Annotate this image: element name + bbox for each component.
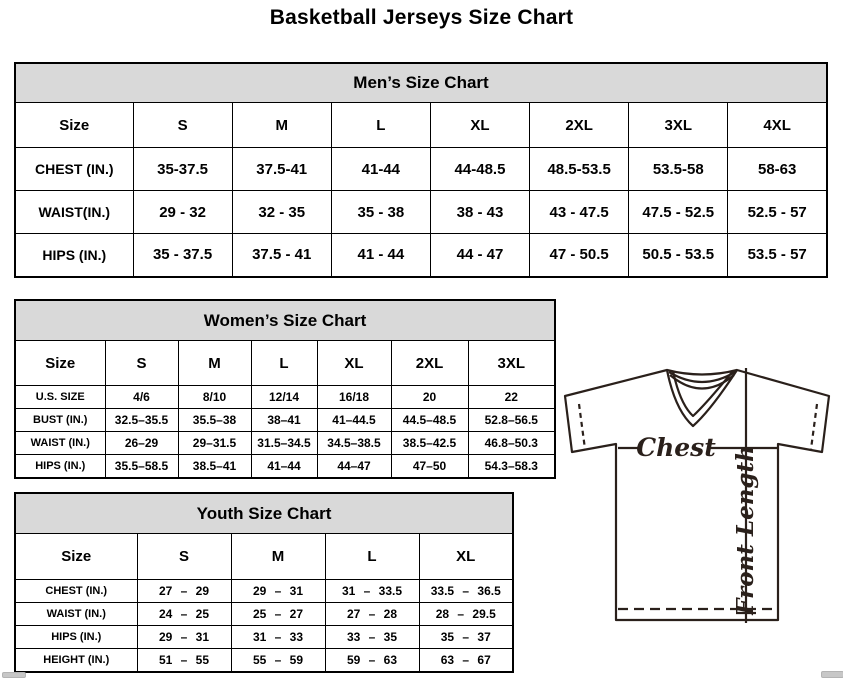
size-cell: 44 - 47 <box>430 234 529 277</box>
size-cell: 29 - 32 <box>133 191 232 234</box>
table-row <box>15 455 555 478</box>
size-cell: 29 – 31 <box>137 626 231 649</box>
size-cell: 41–44 <box>251 455 317 478</box>
row-label: HEIGHT (IN.) <box>15 649 137 672</box>
womens-col-header: XL <box>317 341 391 386</box>
size-cell: 26–29 <box>105 432 178 455</box>
size-cell: 32.5–35.5 <box>105 409 178 432</box>
size-cell: 46.8–50.3 <box>468 432 555 455</box>
table-row <box>15 580 513 603</box>
size-cell: 38.5–41 <box>178 455 251 478</box>
size-cell: 44-48.5 <box>430 148 529 191</box>
row-label: CHEST (IN.) <box>15 148 133 191</box>
mens-col-header: Size <box>15 103 133 148</box>
size-cell: 47–50 <box>391 455 468 478</box>
table-row <box>15 409 555 432</box>
size-cell: 12/14 <box>251 386 317 409</box>
size-cell: 22 <box>468 386 555 409</box>
mens-col-header: M <box>232 103 331 148</box>
size-cell: 44–47 <box>317 455 391 478</box>
table-row <box>15 603 513 626</box>
table-row <box>15 432 555 455</box>
size-cell: 35 - 38 <box>331 191 430 234</box>
size-cell: 41–44.5 <box>317 409 391 432</box>
size-cell: 59 – 63 <box>325 649 419 672</box>
size-cell: 52.5 - 57 <box>728 191 827 234</box>
size-cell: 27 – 28 <box>325 603 419 626</box>
size-cell: 32 - 35 <box>232 191 331 234</box>
size-cell: 43 - 47.5 <box>530 191 629 234</box>
page-title: Basketball Jerseys Size Chart <box>269 6 574 29</box>
womens-col-header: 2XL <box>391 341 468 386</box>
size-cell: 53.5 - 57 <box>728 234 827 277</box>
size-cell: 50.5 - 53.5 <box>629 234 728 277</box>
row-label: WAIST (IN.) <box>15 432 105 455</box>
size-cell: 47 - 50.5 <box>530 234 629 277</box>
table-row <box>15 386 555 409</box>
womens-size-table <box>14 299 556 479</box>
size-cell: 48.5-53.5 <box>530 148 629 191</box>
size-cell: 41-44 <box>331 148 430 191</box>
mens-col-header: S <box>133 103 232 148</box>
youth-col-header: S <box>137 534 231 580</box>
scrollbar-fragment-left[interactable] <box>2 672 26 678</box>
row-label: BUST (IN.) <box>15 409 105 432</box>
womens-col-header: M <box>178 341 251 386</box>
size-cell: 35.5–38 <box>178 409 251 432</box>
row-label: HIPS (IN.) <box>15 626 137 649</box>
size-cell: 58-63 <box>728 148 827 191</box>
womens-col-header: 3XL <box>468 341 555 386</box>
size-cell: 29–31.5 <box>178 432 251 455</box>
size-cell: 27 – 29 <box>137 580 231 603</box>
youth-col-header: Size <box>15 534 137 580</box>
mens-table-title: Men’s Size Chart <box>15 63 827 103</box>
size-cell: 16/18 <box>317 386 391 409</box>
scrollbar-fragment-right[interactable] <box>821 671 843 678</box>
size-cell: 53.5-58 <box>629 148 728 191</box>
row-label: U.S. SIZE <box>15 386 105 409</box>
table-row <box>15 191 827 234</box>
row-label: CHEST (IN.) <box>15 580 137 603</box>
mens-col-header: 3XL <box>629 103 728 148</box>
size-cell: 38–41 <box>251 409 317 432</box>
youth-col-header: XL <box>419 534 513 580</box>
mens-col-header: 2XL <box>530 103 629 148</box>
size-cell: 47.5 - 52.5 <box>629 191 728 234</box>
size-cell: 52.8–56.5 <box>468 409 555 432</box>
size-cell: 51 – 55 <box>137 649 231 672</box>
womens-col-header: S <box>105 341 178 386</box>
size-cell: 4/6 <box>105 386 178 409</box>
size-cell: 29 – 31 <box>231 580 325 603</box>
size-cell: 31 – 33.5 <box>325 580 419 603</box>
womens-table-title: Women’s Size Chart <box>15 300 555 341</box>
mens-size-table <box>14 62 828 278</box>
size-cell: 25 – 27 <box>231 603 325 626</box>
size-cell: 41 - 44 <box>331 234 430 277</box>
table-row <box>15 649 513 672</box>
youth-size-table <box>14 492 514 673</box>
size-cell: 33 – 35 <box>325 626 419 649</box>
size-cell: 31 – 33 <box>231 626 325 649</box>
size-cell: 38 - 43 <box>430 191 529 234</box>
youth-table-title: Youth Size Chart <box>15 493 513 534</box>
mens-col-header: 4XL <box>728 103 827 148</box>
size-cell: 20 <box>391 386 468 409</box>
size-cell: 38.5–42.5 <box>391 432 468 455</box>
size-cell: 31.5–34.5 <box>251 432 317 455</box>
size-cell: 55 – 59 <box>231 649 325 672</box>
row-label: HIPS (IN.) <box>15 455 105 478</box>
row-label: HIPS (IN.) <box>15 234 133 277</box>
mens-table-title-row <box>15 63 827 103</box>
size-cell: 33.5 – 36.5 <box>419 580 513 603</box>
size-cell: 44.5–48.5 <box>391 409 468 432</box>
size-cell: 54.3–58.3 <box>468 455 555 478</box>
size-cell: 35-37.5 <box>133 148 232 191</box>
size-cell: 35 - 37.5 <box>133 234 232 277</box>
row-label: WAIST(IN.) <box>15 191 133 234</box>
mens-column-header-row <box>15 103 827 148</box>
womens-col-header: Size <box>15 341 105 386</box>
mens-col-header: XL <box>430 103 529 148</box>
table-row <box>15 626 513 649</box>
table-row <box>15 148 827 191</box>
youth-col-header: M <box>231 534 325 580</box>
size-cell: 28 – 29.5 <box>419 603 513 626</box>
right-cuff-dashed-line <box>811 404 817 449</box>
front-length-label: Front Length <box>732 445 759 615</box>
mens-col-header: L <box>331 103 430 148</box>
row-label: WAIST (IN.) <box>15 603 137 626</box>
size-cell: 37.5-41 <box>232 148 331 191</box>
womens-table-title-row <box>15 300 555 341</box>
womens-column-header-row <box>15 341 555 386</box>
womens-col-header: L <box>251 341 317 386</box>
youth-column-header-row <box>15 534 513 580</box>
size-cell: 8/10 <box>178 386 251 409</box>
size-cell: 63 – 67 <box>419 649 513 672</box>
youth-table-title-row <box>15 493 513 534</box>
size-cell: 34.5–38.5 <box>317 432 391 455</box>
jersey-outline-shape <box>565 370 829 620</box>
youth-col-header: L <box>325 534 419 580</box>
size-cell: 35.5–58.5 <box>105 455 178 478</box>
size-cell: 24 – 25 <box>137 603 231 626</box>
jersey-measurement-diagram <box>552 352 843 637</box>
chest-label: Chest <box>636 433 716 462</box>
left-cuff-dashed-line <box>579 404 585 449</box>
size-cell: 35 – 37 <box>419 626 513 649</box>
size-cell: 37.5 - 41 <box>232 234 331 277</box>
table-row <box>15 234 827 277</box>
